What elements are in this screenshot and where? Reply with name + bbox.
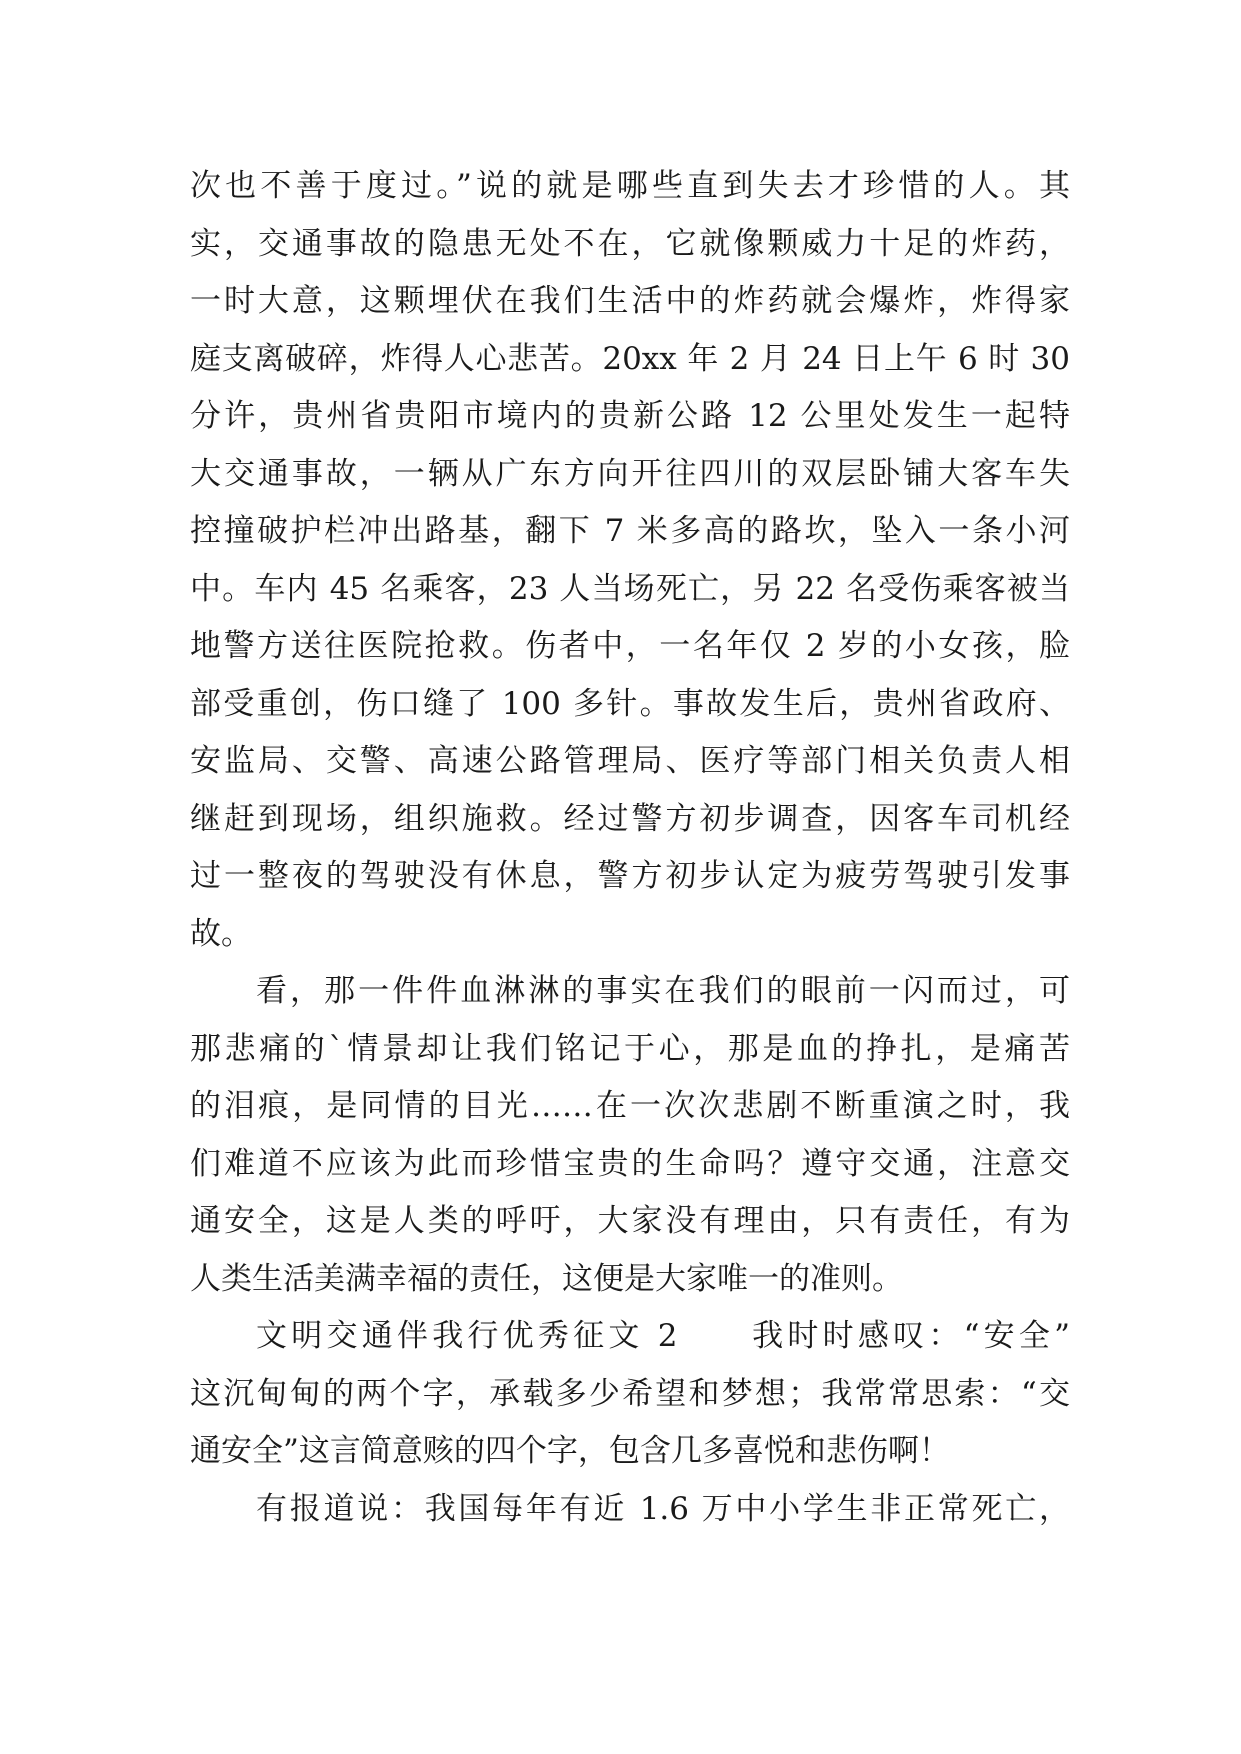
- text-line: 部受重创，伤口缝了 100 多针。事故发生后，贵州省政府、: [190, 685, 1070, 722]
- text-line: 有报道说：我国每年有近 1.6 万中小学生非正常死亡，: [256, 1490, 1070, 1527]
- text-line: 大交通事故，一辆从广东方向开往四川的双层卧铺大客车失: [190, 455, 1070, 492]
- body-text: [190, 158, 1070, 1538]
- text-line: 看，那一件件血淋淋的事实在我们的眼前一闪而过，可: [256, 973, 1070, 1009]
- text-line: 一时大意，这颗埋伏在我们生活中的炸药就会爆炸，炸得家: [190, 283, 1070, 319]
- text-line: 故。: [190, 915, 252, 952]
- text-line: 们难道不应该为此而珍惜宝贵的生命吗？遵守交通，注意交: [190, 1145, 1070, 1182]
- text-line: 通安全，这是人类的呼吁，大家没有理由，只有责任，有为: [190, 1203, 1070, 1239]
- paragraph-4: [190, 1481, 1070, 1539]
- text-line: 中。车内 45 名乘客，23 人当场死亡，另 22 名受伤乘客被当: [190, 570, 1070, 607]
- paragraph-3: [190, 1308, 1070, 1481]
- text-line: 地警方送往医院抢救。伤者中，一名年仅 2 岁的小女孩，脸: [190, 628, 1070, 664]
- text-line: 分许，贵州省贵阳市境内的贵新公路 12 公里处发生一起特: [190, 398, 1070, 434]
- text-line: 实，交通事故的隐患无处不在，它就像颗威力十足的炸药，: [190, 225, 1070, 262]
- text-line: 安监局、交警、高速公路管理局、医疗等部门相关负责人相: [190, 743, 1070, 779]
- text-line: 继赶到现场，组织施救。经过警方初步调查，因客车司机经: [190, 800, 1070, 837]
- text-line: 控撞破护栏冲出路基，翻下 7 米多高的路坎，坠入一条小河: [190, 513, 1070, 549]
- paragraph-1: [190, 158, 1070, 963]
- text-line: 的泪痕，是同情的目光……在一次次悲剧不断重演之时，我: [190, 1088, 1070, 1124]
- paragraph-2: [190, 963, 1070, 1308]
- text-line: 人类生活美满幸福的责任，这便是大家唯一的准则。: [190, 1260, 903, 1297]
- text-line: 那悲痛的`情景却让我们铭记于心，那是血的挣扎，是痛苦: [190, 1030, 1070, 1067]
- text-line: 这沉甸甸的两个字，承载多少希望和梦想；我常常思索：“交: [190, 1375, 1070, 1412]
- text-line: 庭支离破碎，炸得人心悲苦。20xx 年 2 月 24 日上午 6 时 30: [190, 340, 1070, 377]
- text-line: 次也不善于度过。”说的就是哪些直到失去才珍惜的人。其: [190, 168, 1070, 204]
- text-line: 通安全”这言简意赅的四个字，包含几多喜悦和悲伤啊！: [190, 1433, 950, 1469]
- text-line: 过一整夜的驾驶没有休息，警方初步认定为疲劳驾驶引发事: [190, 858, 1070, 894]
- text-line: 文明交通伴我行优秀征文 2 我时时感叹：“安全”: [256, 1318, 1070, 1354]
